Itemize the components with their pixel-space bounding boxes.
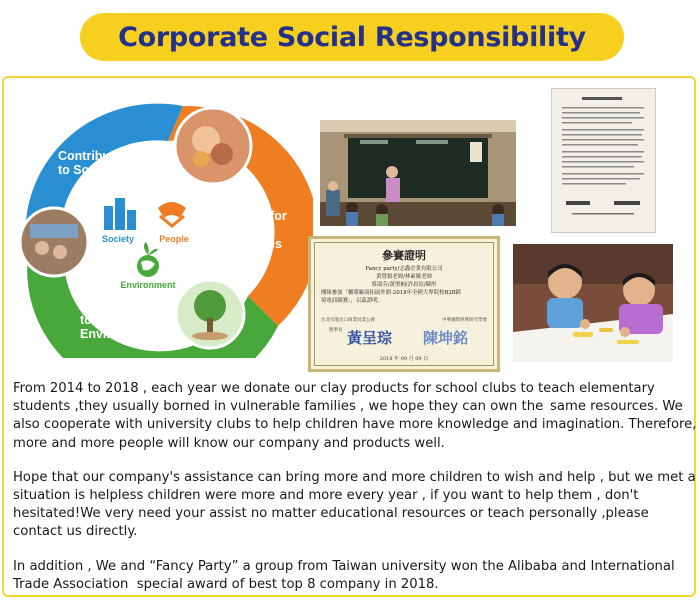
certificate-date: 2018 年 09 月 09 日 bbox=[379, 356, 429, 362]
certificate-org-left: 台北市進出口商業同業公會 bbox=[321, 318, 375, 323]
paragraph-award: In addition , We and “Fancy Party” a group from Taiwan university won the Alibaba and International Trade Association special award of best top 8 company in 2018. bbox=[13, 558, 675, 592]
children-photo bbox=[20, 208, 88, 276]
certificate-line-4: 團隊參加「輔導廠商拓展外銷-2018年全國大專院校B2B跨 bbox=[321, 290, 462, 296]
certificate-line-2: 黃覺穎老師/林素娥老師 bbox=[376, 274, 432, 280]
paragraph-assistance: Hope that our company's assistance can bring more and more children to wish and help , but we met a situation is helpless children were more and more every year , if you want to help them , don't hesitated!We very need your assist no matter educational resources or teach personally ,please contact us directly. bbox=[13, 469, 696, 540]
society-icon-label: Society bbox=[101, 234, 135, 244]
body-text bbox=[13, 380, 698, 610]
certificate bbox=[308, 236, 500, 372]
page-title: Corporate Social Responsibility bbox=[118, 21, 586, 53]
certificate-line-1: Fancy party/志鑫企業有限公司 bbox=[365, 266, 443, 272]
certificate-chair-label: 理事長 bbox=[329, 328, 343, 333]
certificate-title: 參賽證明 bbox=[382, 249, 426, 262]
certificate-org-right: 中華國際經貿研究學會 bbox=[442, 318, 487, 323]
paragraph-donations: From 2014 to 2018 , each year we donate our clay products for school clubs to teach elementary students ,they usually borned in vulnerable families , we hope they can own the same resources. We also cooperate with university clubs to help children have more knowledge and imagination. Therefore, more and more people will know our company and products well. bbox=[13, 381, 697, 451]
environment-icon-label: Environment bbox=[120, 280, 176, 290]
document-photo bbox=[551, 88, 656, 233]
certificate-signature-left: 黃呈琮 bbox=[347, 329, 393, 347]
human-resources-label: Respect for Human Resources bbox=[218, 209, 287, 251]
kids-clay-photo bbox=[513, 244, 673, 362]
society-label: Contributions to Society bbox=[58, 149, 140, 177]
people-icon-label: People bbox=[159, 234, 189, 244]
certificate-line-3: 蔡淑芬/黃聖桐/許晨瑄/陳彤 bbox=[371, 282, 437, 288]
certificate-line-5: 境電商競賽」，以茲證明。 bbox=[321, 298, 383, 304]
csr-cycle-diagram bbox=[8, 96, 313, 358]
certificate-signature-right: 陳坤銘 bbox=[423, 329, 469, 347]
classroom-photo bbox=[320, 120, 516, 226]
global-environment-label: Contributions to the Global Environment bbox=[80, 299, 162, 341]
title-banner bbox=[80, 13, 624, 61]
